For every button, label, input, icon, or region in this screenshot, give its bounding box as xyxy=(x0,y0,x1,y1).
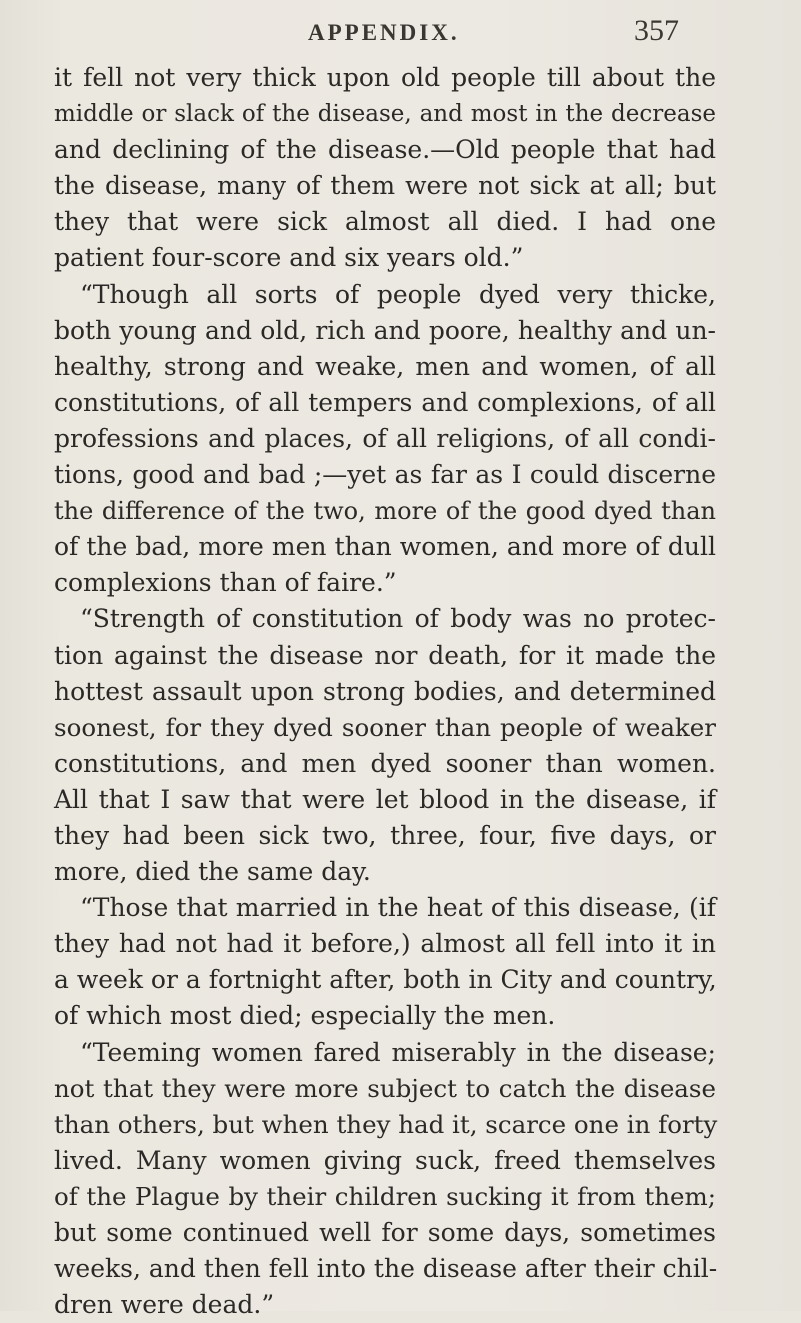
text-line: hottest assault upon strong bodies, and determined xyxy=(54,676,716,706)
text-line: they that were sick almost all died. I had one xyxy=(54,207,716,237)
text-line: of which most died; especially the men. xyxy=(54,1001,556,1031)
text-line: soonest, for they dyed sooner than people of weaker xyxy=(54,712,716,742)
text-line: lived. Many women giving suck, freed themselves xyxy=(54,1145,716,1175)
text-line: patient four-score and six years old.” xyxy=(54,243,524,273)
text-line: weeks, and then fell into the disease after their chil- xyxy=(54,1254,718,1284)
text-line: complexions than of faire.” xyxy=(54,568,397,598)
text-line: professions and places, of all religions, of all condi- xyxy=(54,423,716,453)
text-line: but some continued well for some days, sometimes xyxy=(54,1218,716,1247)
text-line: middle or slack of the disease, and most in the decrease xyxy=(54,101,716,128)
running-head: APPENDIX. xyxy=(308,20,460,45)
text-line: more, died the same day. xyxy=(54,857,371,887)
text-line: “Strength of constitution of body was no protec- xyxy=(80,604,716,634)
text-line: “Teeming women fared miserably in the disease; xyxy=(80,1037,716,1067)
page-number: 357 xyxy=(634,14,679,47)
text-line: “Though all sorts of people dyed very thicke, xyxy=(80,279,716,309)
text-line: it fell not very thick upon old people till about the xyxy=(54,63,716,92)
text-line: than others, but when they had it, scarce one in forty xyxy=(54,1109,718,1139)
text-line: they had been sick two, three, four, five days, or xyxy=(54,820,716,850)
text-line: “Those that married in the heat of this disease, (if xyxy=(80,893,716,923)
text-line: and declining of the disease.—Old people that had xyxy=(54,135,716,165)
text-line: tion against the disease nor death, for it made the xyxy=(54,640,716,670)
text-line: of the Plague by their children sucking it from them; xyxy=(54,1181,716,1211)
text-line: the disease, many of them were not sick at all; but xyxy=(54,171,716,201)
body-text xyxy=(54,60,716,1323)
text-line: they had not had it before,) almost all fell into it in xyxy=(54,929,716,959)
text-line: of the bad, more men than women, and more of dull xyxy=(54,532,716,562)
text-line: constitutions, and men dyed sooner than women. xyxy=(54,748,716,778)
text-line: both young and old, rich and poore, healthy and un- xyxy=(54,315,716,345)
text-line: healthy, strong and weake, men and women, of all xyxy=(54,351,716,381)
text-line: not that they were more subject to catch the disease xyxy=(54,1073,716,1103)
text-line: the difference of the two, more of the good dyed than xyxy=(54,497,716,526)
page-header xyxy=(0,14,801,54)
text-line: All that I saw that were let blood in the disease, if xyxy=(54,784,716,814)
text-line: tions, good and bad ;—yet as far as I could discerne xyxy=(54,460,716,490)
text-line: a week or a fortnight after, both in City and country, xyxy=(54,965,717,995)
text-line: dren were dead.” xyxy=(54,1290,275,1320)
text-line: constitutions, of all tempers and complexions, of all xyxy=(54,387,716,417)
